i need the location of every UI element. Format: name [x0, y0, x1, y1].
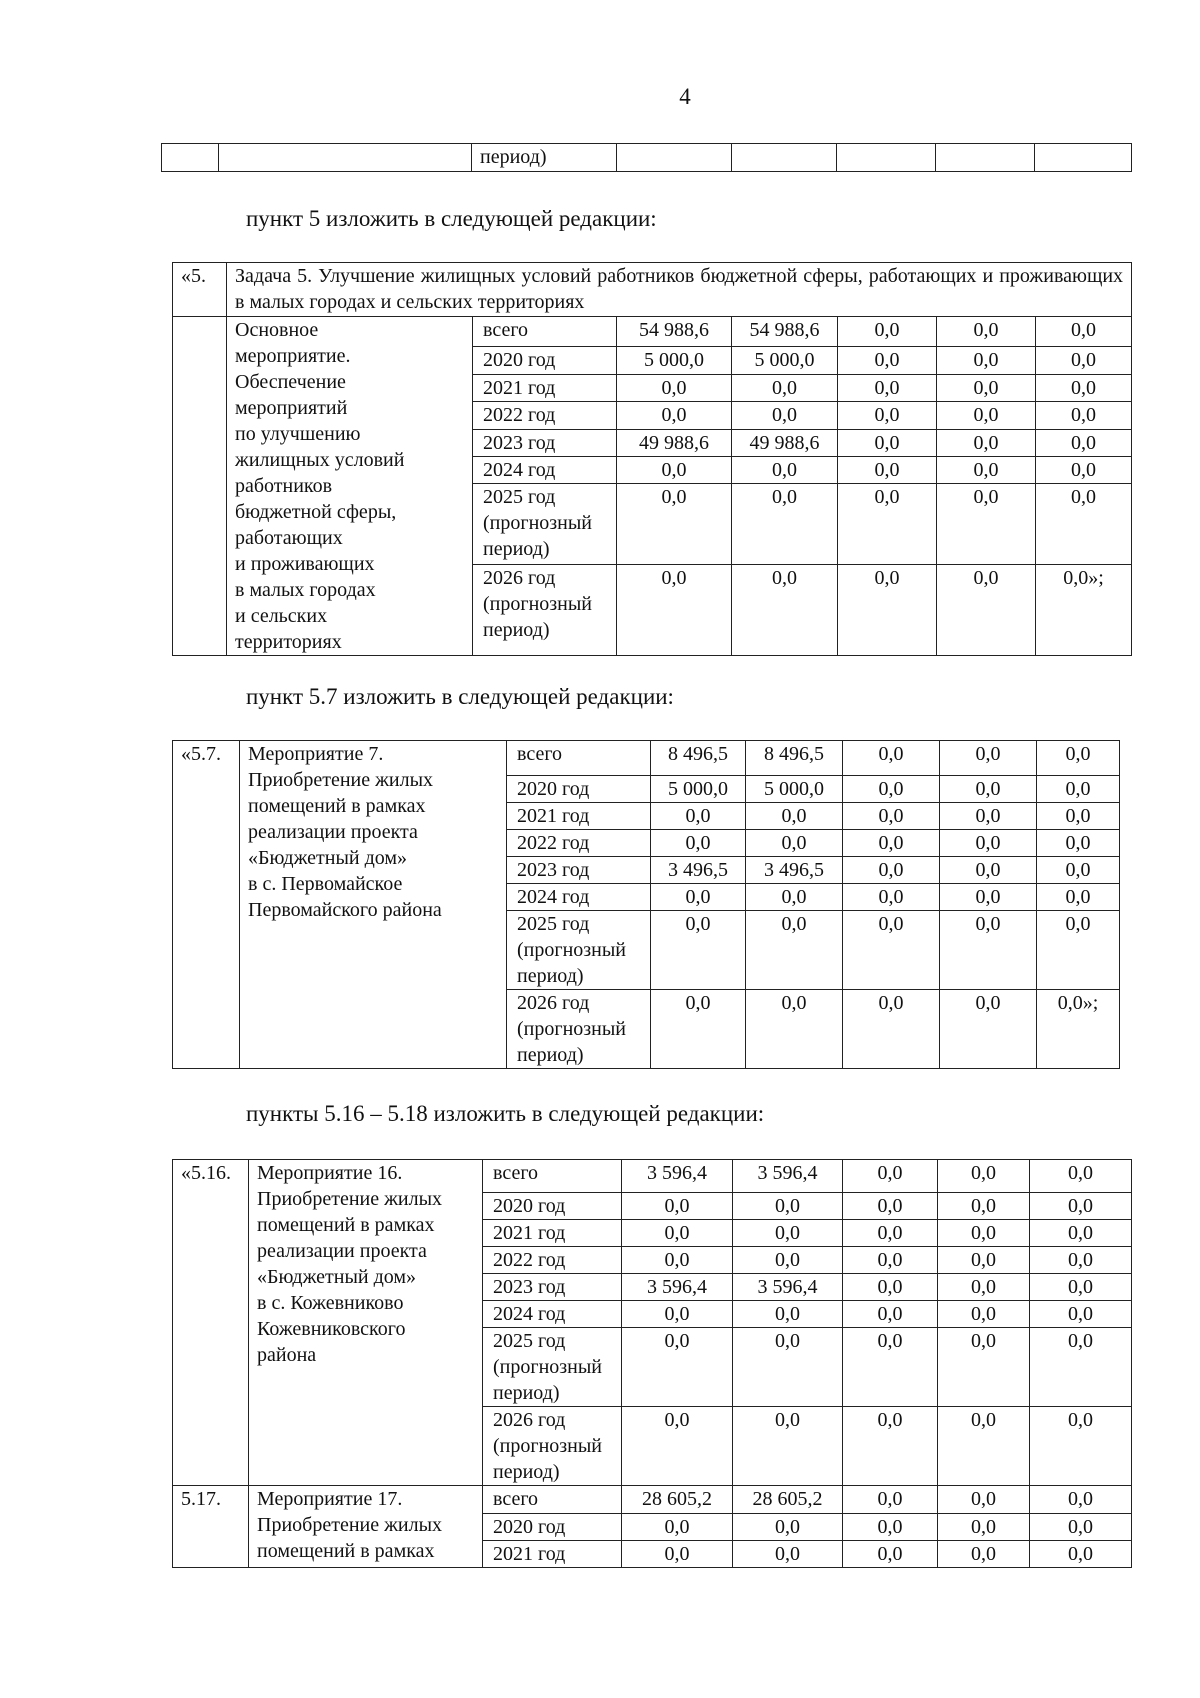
value-cell: 0,0: [843, 1541, 938, 1568]
value-cell: 0,0: [843, 990, 940, 1069]
row-number: «5.16.: [173, 1160, 249, 1486]
value-cell: 0,0: [732, 564, 838, 655]
empty-cell: [162, 144, 219, 172]
value-cell: 28 605,2: [622, 1486, 733, 1514]
value-cell: 0,0: [843, 1274, 938, 1301]
value-cell: 0,0: [838, 564, 937, 655]
value-cell: 8 496,5: [651, 741, 746, 776]
value-cell: 0,0: [1030, 1541, 1132, 1568]
value-cell: 0,0: [1030, 1160, 1132, 1193]
desc-line: реализации проекта: [248, 821, 418, 843]
activity-title: Мероприятие 7.: [248, 743, 384, 765]
value-cell: 0,0: [1037, 741, 1120, 776]
value-cell: 0,0: [1037, 884, 1120, 911]
value-cell: 0,0: [938, 1541, 1030, 1568]
value-cell: 0,0: [937, 347, 1036, 374]
value-cell: 0,0: [843, 741, 940, 776]
value-cell: 0,0: [617, 484, 732, 564]
value-cell: 0,0: [733, 1328, 843, 1407]
value-cell: 0,0: [622, 1220, 733, 1247]
value-cell: 0,0: [843, 1407, 938, 1486]
row-number: 5.17.: [173, 1486, 249, 1568]
value-cell: 0,0: [1037, 803, 1120, 830]
year-label: 2026 год (прогнозный период): [507, 990, 651, 1069]
year-label: 2024 год: [473, 457, 617, 484]
year-label: 2020 год: [507, 776, 651, 803]
value-cell: 0,0: [938, 1514, 1030, 1541]
desc-line: «Бюджетный дом»: [248, 847, 408, 869]
value-cell: 0,0: [1030, 1328, 1132, 1407]
year-label: 2023 год: [507, 857, 651, 884]
desc-line: в с. Первомайское: [248, 873, 403, 895]
activity-title: Мероприятие 16.: [257, 1162, 403, 1184]
empty-cell: [732, 144, 837, 172]
desc-line: в с. Кожевниково: [257, 1292, 404, 1314]
value-cell: 3 496,5: [746, 857, 843, 884]
desc-line: Обеспечение: [235, 371, 346, 393]
year-label: всего: [507, 741, 651, 776]
value-cell: 0,0: [940, 990, 1037, 1069]
desc-line: Приобретение жилых: [257, 1188, 443, 1210]
value-cell: 0,0: [651, 884, 746, 911]
value-cell: 0,0: [617, 564, 732, 655]
desc-line: бюджетной сферы,: [235, 501, 397, 523]
value-cell: 0,0: [1030, 1220, 1132, 1247]
value-cell: 0,0: [622, 1328, 733, 1407]
value-cell: 0,0: [1037, 776, 1120, 803]
value-cell: 0,0: [1037, 857, 1120, 884]
desc-line: и сельских: [235, 605, 328, 627]
value-cell: 49 988,6: [732, 429, 838, 456]
value-cell: 0,0: [1030, 1301, 1132, 1328]
year-label: 2021 год: [483, 1541, 622, 1568]
value-cell: 0,0: [617, 374, 732, 401]
value-cell: 0,0: [732, 402, 838, 429]
year-label: 2021 год: [483, 1220, 622, 1247]
value-cell: 0,0: [1036, 484, 1132, 564]
year-label: 2025 год (прогнозный период): [483, 1328, 622, 1407]
value-cell: 0,0: [732, 484, 838, 564]
value-cell: 5 000,0: [746, 776, 843, 803]
value-cell: 0,0: [746, 884, 843, 911]
value-cell: 0,0: [940, 741, 1037, 776]
value-cell: 3 496,5: [651, 857, 746, 884]
year-label: 2025 год (прогнозный период): [507, 911, 651, 990]
value-cell: 0,0: [1036, 317, 1132, 347]
value-cell: 0,0: [1030, 1274, 1132, 1301]
empty-number-cell: [173, 317, 227, 656]
section-table-5: [172, 262, 1132, 656]
task-title: Задача 5. Улучшение жилищных условий работников бюджетной сферы, работающих и проживающих в малых городах и сельских территориях: [227, 263, 1132, 317]
year-label: 2021 год: [507, 803, 651, 830]
value-cell: 3 596,4: [733, 1160, 843, 1193]
value-cell: 0,0: [838, 317, 937, 347]
value-cell: 0,0: [938, 1328, 1030, 1407]
year-label: 2020 год: [473, 347, 617, 374]
value-cell: 0,0: [622, 1407, 733, 1486]
value-cell: 0,0»;: [1036, 564, 1132, 655]
page-number: 4: [679, 84, 691, 109]
year-label: всего: [483, 1486, 622, 1514]
section-intro: пункты 5.16 – 5.18 изложить в следующей редакции:: [246, 1101, 765, 1126]
value-cell: 0,0: [938, 1274, 1030, 1301]
desc-line: территориях: [235, 631, 342, 653]
desc-line: «Бюджетный дом»: [257, 1266, 417, 1288]
section-table-5-16: [172, 1159, 1132, 1568]
desc-line: в малых городах: [235, 579, 376, 601]
value-cell: 0,0: [938, 1486, 1030, 1514]
value-cell: 0,0: [617, 402, 732, 429]
desc-line: по улучшению: [235, 423, 361, 445]
top-continuation-table: [161, 143, 1132, 172]
value-cell: 0,0: [651, 990, 746, 1069]
value-cell: 0,0: [651, 830, 746, 857]
value-cell: 0,0: [746, 990, 843, 1069]
value-cell: 0,0: [733, 1247, 843, 1274]
year-label: 2020 год: [483, 1514, 622, 1541]
activity-description: [227, 317, 473, 656]
value-cell: 0,0: [940, 830, 1037, 857]
empty-cell: [1035, 144, 1132, 172]
value-cell: 0,0: [937, 402, 1036, 429]
value-cell: 0,0: [733, 1193, 843, 1220]
desc-line: работников: [235, 475, 333, 497]
desc-line: мероприятий: [235, 397, 348, 419]
year-label: всего: [473, 317, 617, 347]
activity-description: [240, 741, 507, 1069]
value-cell: 0,0: [622, 1301, 733, 1328]
empty-cell: [837, 144, 936, 172]
value-cell: 0,0: [843, 830, 940, 857]
value-cell: 0,0: [940, 803, 1037, 830]
empty-cell: [936, 144, 1035, 172]
value-cell: 0,0: [1037, 830, 1120, 857]
value-cell: 0,0: [746, 803, 843, 830]
value-cell: 5 000,0: [651, 776, 746, 803]
value-cell: 8 496,5: [746, 741, 843, 776]
year-label: 2026 год (прогнозный период): [473, 564, 617, 655]
value-cell: 0,0: [938, 1160, 1030, 1193]
year-label: 2024 год: [507, 884, 651, 911]
value-cell: 0,0: [940, 857, 1037, 884]
value-cell: 0,0: [938, 1247, 1030, 1274]
activity-description: [249, 1160, 483, 1486]
value-cell: 0,0: [651, 803, 746, 830]
value-cell: 0,0: [937, 564, 1036, 655]
activity-description: [249, 1486, 483, 1568]
value-cell: 0,0: [733, 1514, 843, 1541]
year-label: 2026 год (прогнозный период): [483, 1407, 622, 1486]
value-cell: 0,0: [940, 884, 1037, 911]
value-cell: 0,0: [843, 1328, 938, 1407]
year-label: всего: [483, 1160, 622, 1193]
value-cell: 28 605,2: [733, 1486, 843, 1514]
desc-line: реализации проекта: [257, 1240, 427, 1262]
desc-line: помещений в рамках: [248, 795, 426, 817]
value-cell: 0,0: [843, 1160, 938, 1193]
value-cell: 0,0: [733, 1301, 843, 1328]
value-cell: 0,0: [838, 347, 937, 374]
value-cell: 0,0: [1030, 1193, 1132, 1220]
value-cell: 0,0: [1030, 1247, 1132, 1274]
desc-line: мероприятие.: [235, 345, 351, 367]
section-intro: пункт 5.7 изложить в следующей редакции:: [246, 684, 674, 709]
value-cell: 0,0: [843, 1193, 938, 1220]
value-cell: 0,0: [838, 429, 937, 456]
value-cell: 0,0: [838, 457, 937, 484]
value-cell: 54 988,6: [617, 317, 732, 347]
value-cell: 0,0: [1036, 374, 1132, 401]
value-cell: 0,0: [937, 374, 1036, 401]
value-cell: 0,0: [843, 1486, 938, 1514]
desc-line: района: [257, 1344, 317, 1366]
value-cell: 0,0»;: [1037, 990, 1120, 1069]
value-cell: 0,0: [746, 830, 843, 857]
desc-line: Кожевниковского: [257, 1318, 406, 1340]
value-cell: 49 988,6: [617, 429, 732, 456]
value-cell: 0,0: [843, 1247, 938, 1274]
value-cell: 0,0: [1030, 1514, 1132, 1541]
value-cell: 0,0: [938, 1220, 1030, 1247]
empty-cell: [219, 144, 472, 172]
year-label: 2021 год: [473, 374, 617, 401]
desc-line: Первомайского района: [248, 899, 442, 921]
value-cell: 0,0: [651, 911, 746, 990]
year-label: 2022 год: [473, 402, 617, 429]
value-cell: 0,0: [843, 857, 940, 884]
value-cell: 0,0: [843, 1220, 938, 1247]
value-cell: 0,0: [843, 1514, 938, 1541]
value-cell: 0,0: [937, 317, 1036, 347]
value-cell: 0,0: [838, 374, 937, 401]
desc-line: и проживающих: [235, 553, 375, 575]
value-cell: 0,0: [732, 457, 838, 484]
value-cell: 0,0: [1036, 457, 1132, 484]
value-cell: 0,0: [622, 1541, 733, 1568]
value-cell: 0,0: [938, 1407, 1030, 1486]
value-cell: 0,0: [938, 1301, 1030, 1328]
value-cell: 0,0: [843, 1301, 938, 1328]
desc-line: жилищных условий: [235, 449, 405, 471]
value-cell: 0,0: [838, 484, 937, 564]
value-cell: 0,0: [733, 1541, 843, 1568]
year-label: 2025 год (прогнозный период): [473, 484, 617, 564]
desc-line: помещений в рамках: [257, 1540, 435, 1562]
year-label: 2022 год: [507, 830, 651, 857]
year-label: 2024 год: [483, 1301, 622, 1328]
value-cell: 0,0: [1036, 347, 1132, 374]
value-cell: 0,0: [617, 457, 732, 484]
value-cell: 0,0: [938, 1193, 1030, 1220]
value-cell: 0,0: [1036, 429, 1132, 456]
value-cell: 0,0: [622, 1514, 733, 1541]
activity-title: Мероприятие 17.: [257, 1488, 403, 1510]
value-cell: 0,0: [937, 484, 1036, 564]
continuation-text: период): [472, 144, 617, 172]
value-cell: 0,0: [622, 1247, 733, 1274]
value-cell: 3 596,4: [733, 1274, 843, 1301]
row-number: «5.: [173, 263, 227, 317]
desc-line: Приобретение жилых: [248, 769, 434, 791]
value-cell: 3 596,4: [622, 1274, 733, 1301]
value-cell: 0,0: [940, 776, 1037, 803]
value-cell: 0,0: [1037, 911, 1120, 990]
value-cell: 0,0: [838, 402, 937, 429]
section-intro: пункт 5 изложить в следующей редакции:: [246, 206, 657, 231]
value-cell: 0,0: [733, 1407, 843, 1486]
value-cell: 0,0: [843, 884, 940, 911]
value-cell: 0,0: [843, 911, 940, 990]
year-label: 2023 год: [473, 429, 617, 456]
value-cell: 0,0: [1030, 1486, 1132, 1514]
value-cell: 0,0: [937, 457, 1036, 484]
value-cell: 0,0: [937, 429, 1036, 456]
row-number: «5.7.: [173, 741, 240, 1069]
year-label: 2023 год: [483, 1274, 622, 1301]
value-cell: 0,0: [733, 1220, 843, 1247]
empty-cell: [617, 144, 732, 172]
year-label: 2022 год: [483, 1247, 622, 1274]
value-cell: 54 988,6: [732, 317, 838, 347]
value-cell: 3 596,4: [622, 1160, 733, 1193]
activity-title: Основное: [235, 319, 319, 341]
value-cell: 5 000,0: [732, 347, 838, 374]
value-cell: 0,0: [940, 911, 1037, 990]
section-table-5-7: [172, 740, 1120, 1069]
value-cell: 0,0: [732, 374, 838, 401]
value-cell: 0,0: [1030, 1407, 1132, 1486]
desc-line: помещений в рамках: [257, 1214, 435, 1236]
value-cell: 0,0: [843, 776, 940, 803]
value-cell: 0,0: [622, 1193, 733, 1220]
value-cell: 0,0: [843, 803, 940, 830]
year-label: 2020 год: [483, 1193, 622, 1220]
value-cell: 0,0: [746, 911, 843, 990]
desc-line: работающих: [235, 527, 343, 549]
value-cell: 5 000,0: [617, 347, 732, 374]
value-cell: 0,0: [1036, 402, 1132, 429]
desc-line: Приобретение жилых: [257, 1514, 443, 1536]
